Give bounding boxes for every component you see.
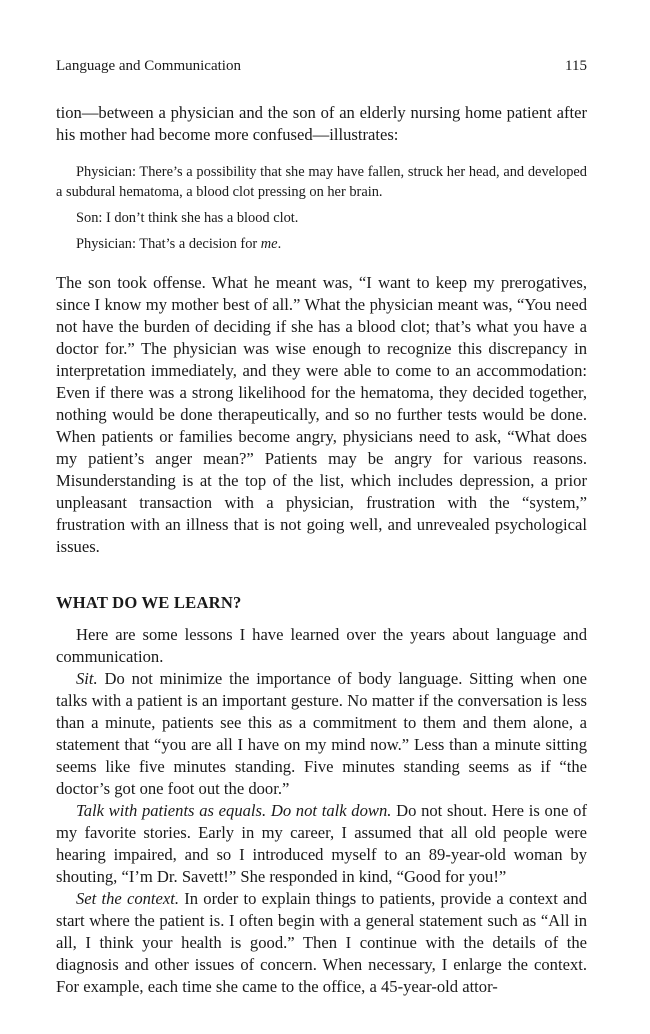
page-number: 115 — [565, 58, 587, 74]
chapter-title: Language and Communication — [56, 58, 241, 74]
dialogue-text: Physician: That’s a decision for — [76, 236, 261, 252]
running-head — [56, 56, 587, 76]
dialogue-extract — [56, 162, 587, 254]
book-page — [56, 56, 587, 998]
lesson-text: Do not minimize the importance of body language. Sitting when one talks with a patient is an important gesture. No matter if the conversation is less than a minute, patients see this as a commitment to them and them alone, a statement that “you are all I have on my mind now.” Less than a minute sitting seems like five minutes standing. Five minutes standing seems as if “the doctor’s got one foot out the door.” — [56, 669, 587, 798]
lesson-text: In order to explain things to patients, provide a context and start where the patient is. I often begin with a general statement such as “All in all, I think your health is good.” Then I continue with the details of the diagnosis and other issues of concern. When necessary, I enlarge the context. For example, each time she came to the office, a 45-year-old attor- — [56, 889, 587, 996]
lesson-paragraph — [56, 888, 587, 998]
intro-paragraph: tion—between a physician and the son of an elderly nursing home patient after his mother had become more confused—illustrates: — [56, 103, 587, 144]
dialogue-line — [56, 234, 587, 254]
lesson-paragraph — [56, 668, 587, 800]
dialogue-line: Physician: There’s a possibility that she may have fallen, struck her head, and developed a subdural hematoma, a blood clot pressing on her brain. — [56, 164, 587, 200]
lesson-lead: Set the context. — [76, 889, 180, 908]
dialogue-text: . — [277, 236, 282, 252]
body-paragraph: The son took offense. What he meant was, “I want to keep my prerogatives, since I know my mother best of all.” What the physician meant was, “You need not have the burden of deciding if she has a blood clot; that’s what you have a doctor for.” The physician was wise enough to recognize this discrepancy in interpretation immediately, and they were able to come to an accommodation: Even if there was a strong likelihood for the hematoma, they decided together, nothing would be done therapeutically, and so no further tests would be done. When patients or families become angry, physicians need to ask, “What does my patient’s anger mean?” Patients may be angry for various reasons. Misunderstanding is at the top of the list, which includes depression, a prior unpleasant transaction with a physician, frustration with the “system,” frustration with an illness that is not going well, and unrevealed psychological issues. — [56, 273, 587, 556]
section-heading: WHAT DO WE LEARN? — [56, 593, 242, 612]
lesson-paragraph — [56, 800, 587, 888]
lesson-lead: Talk with patients as equals. Do not talk down. — [76, 801, 392, 820]
lesson-lead: Sit. — [76, 669, 98, 688]
dialogue-emphasis: me — [260, 236, 278, 252]
dialogue-line: Son: I don’t think she has a blood clot. — [76, 210, 299, 226]
lesson-text: Do not shout. Here is one of my favorite stories. Early in my career, I assumed that all old people were hearing impaired, and so I introduced myself to an 89-year-old woman by shouting, “I’m Dr. Savett!” She responded in kind, “Good for you!” — [56, 801, 587, 886]
section-intro-paragraph: Here are some lessons I have learned over the years about language and communication. — [56, 625, 587, 666]
